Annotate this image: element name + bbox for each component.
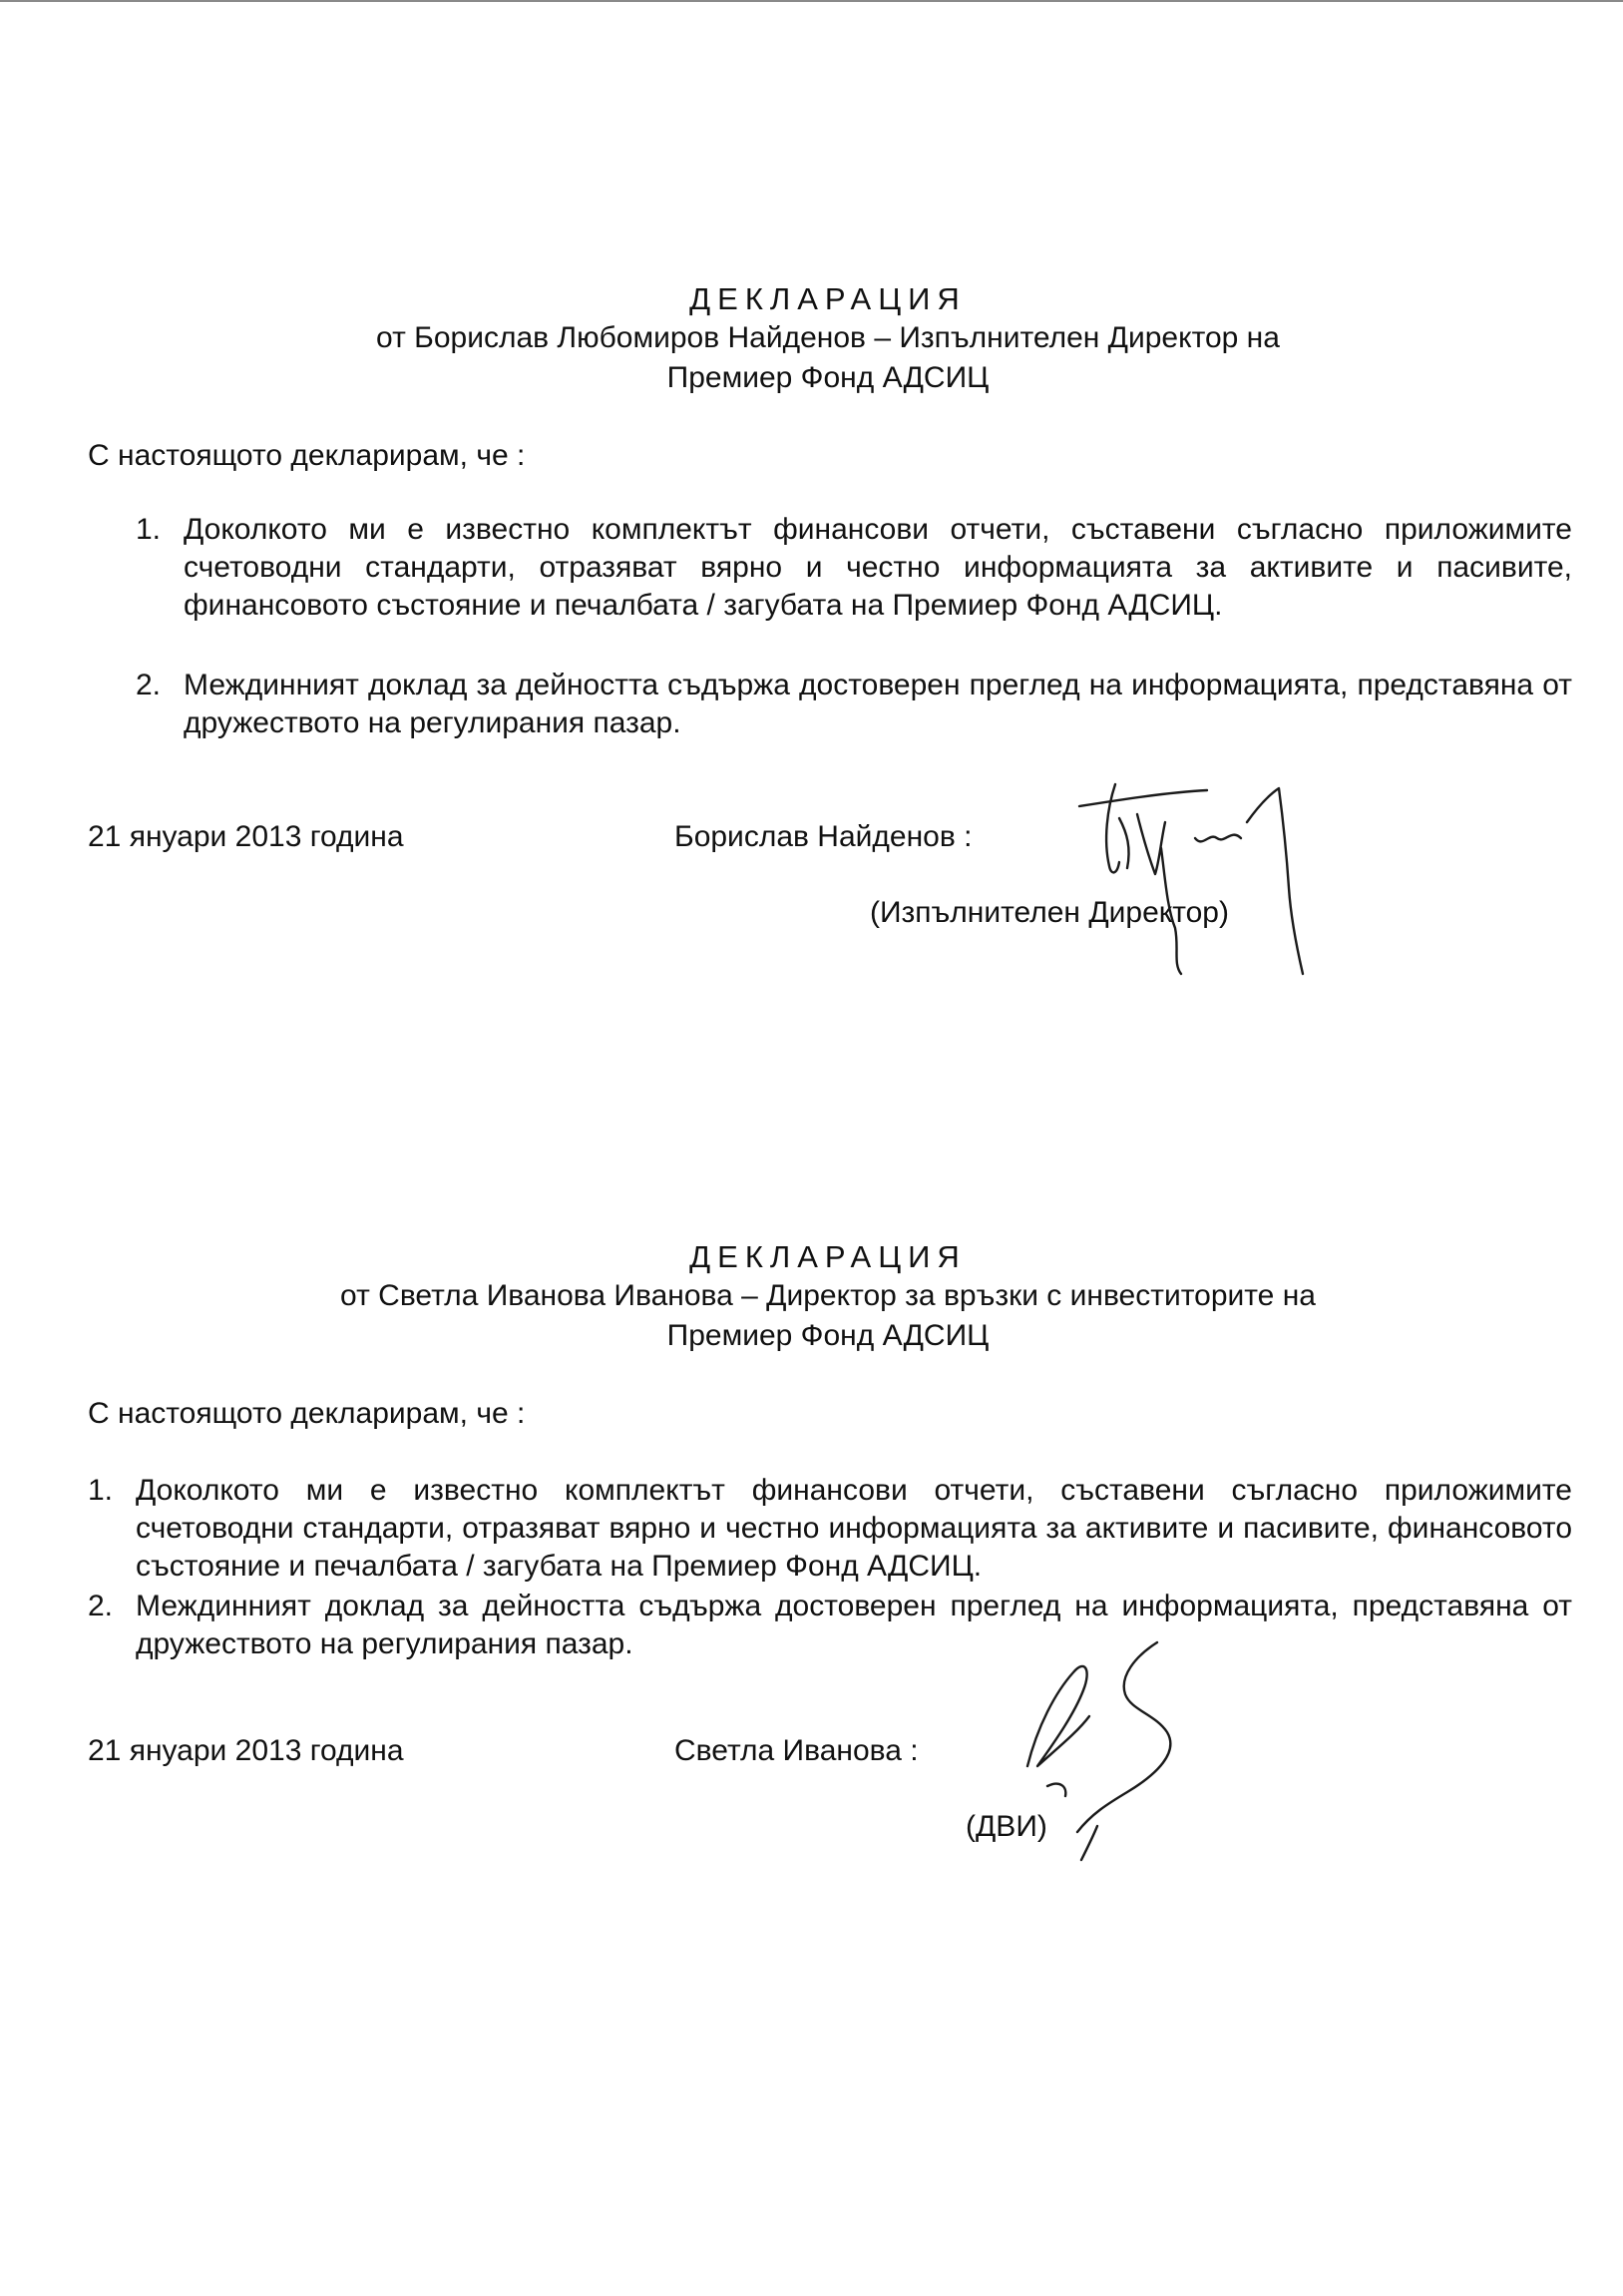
declaration-1-subtitle-line2: Премиер Фонд АДСИЦ [666,361,990,394]
item-number: 1. [136,513,162,546]
signature-1 [1057,778,1347,978]
declaration-1-intro: С настоящото декларирам, че : [88,439,526,472]
declaration-1-signer: Борислав Найденов : [674,820,973,853]
declaration-2-subtitle-line1: от Светла Иванова Иванова – Директор за връзки с инвеститорите на [340,1279,1316,1312]
declaration-1-title: ДЕКЛАРАЦИЯ [689,281,967,316]
item-text: Междинният доклад за дейността съдържа достоверен преглед на информацията, представяна от дружеството на регулирания пазар. [136,1590,1572,1660]
item-number: 2. [136,669,162,701]
declaration-2-signer: Светла Иванова : [674,1734,919,1767]
declaration-2-date: 21 януари 2013 година [88,1734,404,1767]
declaration-2-role: (ДВИ) [966,1810,1047,1843]
signature-2 [1008,1636,1227,1866]
declaration-2-title: ДЕКЛАРАЦИЯ [689,1239,967,1274]
declaration-1-role: (Изпълнителен Директор) [870,896,1229,929]
declaration-1-date: 21 януари 2013 година [88,820,404,853]
item-text: Доколкото ми е известно комплектът финансови отчети, съставени съгласно приложимите счетоводни стандарти, отразяват вярно и честно информацията за активите и пасивите, финансовото състояние и печалбата / загубата на Премиер Фонд АДСИЦ. [136,1474,1572,1583]
item-number: 1. [88,1474,114,1507]
declaration-2-subtitle-line2: Премиер Фонд АДСИЦ [666,1319,990,1352]
item-text: Междинният доклад за дейността съдържа достоверен преглед на информацията, представяна от дружеството на регулирания пазар. [184,669,1572,739]
item-text: Доколкото ми е известно комплектът финансови отчети, съставени съгласно приложимите счетоводни стандарти, отразяват вярно и честно информацията за активите и пасивите, финансовото състояние и печалбата / загубата на Премиер Фонд АДСИЦ. [184,513,1572,622]
scan-top-edge [0,0,1623,2]
item-number: 2. [88,1590,114,1622]
declaration-2-intro: С настоящото декларирам, че : [88,1397,526,1430]
declaration-1-subtitle-line1: от Борислав Любомиров Найденов – Изпълнителен Директор на [376,321,1280,354]
